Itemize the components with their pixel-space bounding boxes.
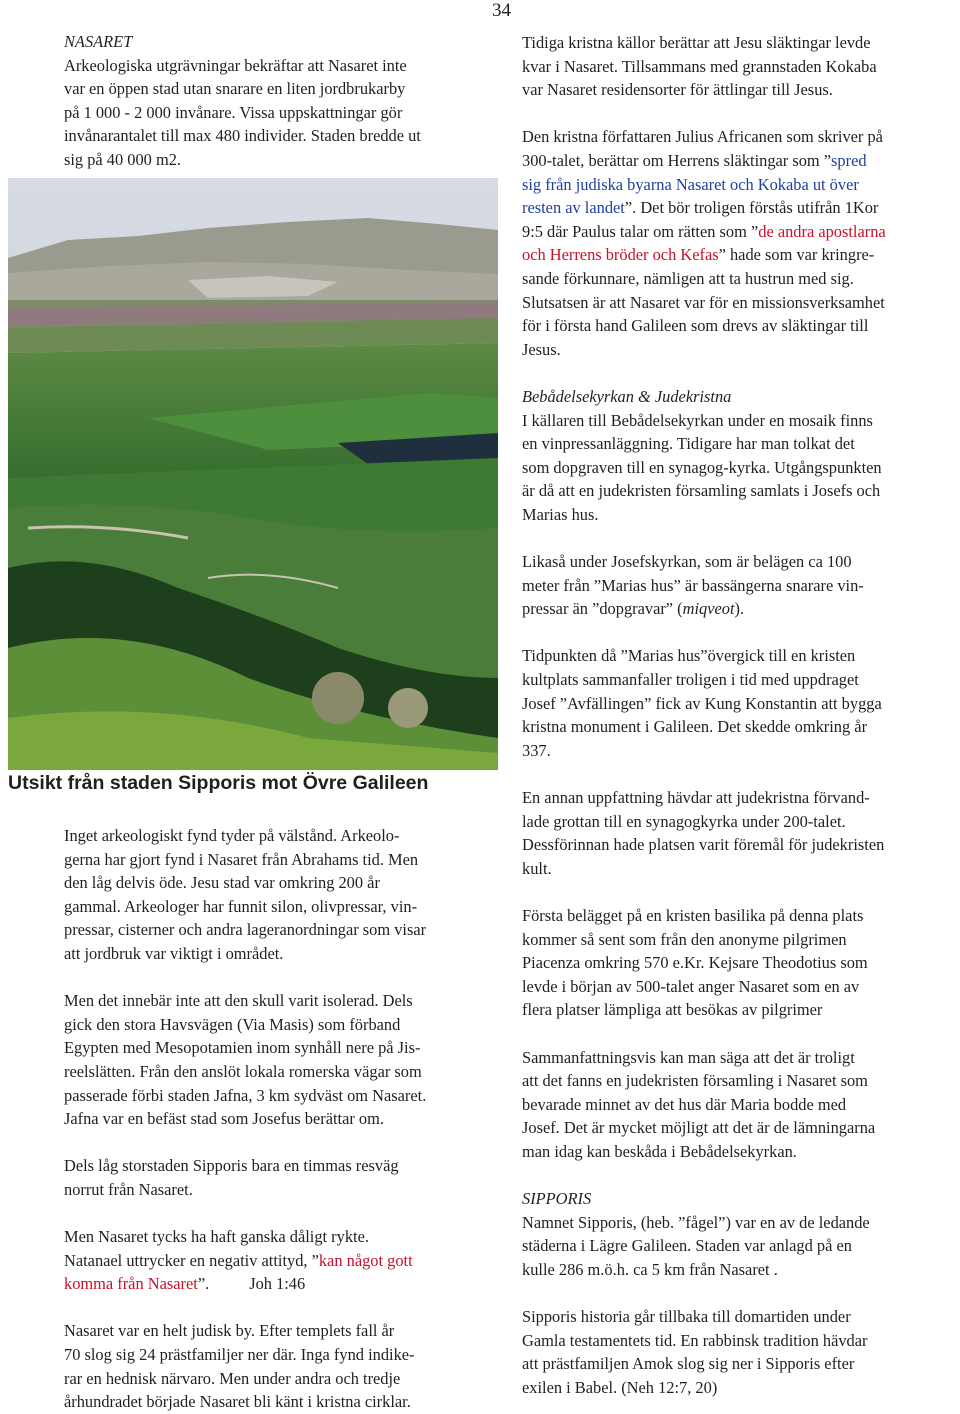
text-line: för i första hand Galileen som drevs av släktingar till xyxy=(522,316,869,336)
intro-line: Arkeologiska utgrävningar bekräftar att Nasaret inte xyxy=(64,55,407,75)
landscape-illustration xyxy=(8,178,498,770)
text-line: och Herrens bröder och Kefas” hade som var kringre- xyxy=(522,245,875,265)
text-line: man idag kan beskåda i Bebådelsekyrkan. xyxy=(522,1141,797,1161)
text-line: exilen i Babel. (Neh 12:7, 20) xyxy=(522,1377,718,1397)
text-line: gick den stora Havsvägen (Via Masis) som förband xyxy=(64,1014,401,1034)
text-line: levde i början av 500-talet anger Nasaret som en av xyxy=(522,976,860,996)
quote-red: kan något gott xyxy=(318,1250,413,1270)
quote-red: de andra apostlarna xyxy=(758,221,886,241)
left-intro xyxy=(64,30,504,172)
text-line: Jesus. xyxy=(522,339,561,359)
text-line: rar en hednisk närvaro. Men under andra och tredje xyxy=(64,1368,401,1388)
text-line: meter från ”Marias hus” är bassängerna snarare vin- xyxy=(522,575,864,595)
text-line: Sipporis historia går tillbaka till domartiden under xyxy=(522,1307,851,1327)
text-line: Marias hus. xyxy=(522,504,599,524)
text-line: Josef. Det är mycket möjligt att det är de lämningarna xyxy=(522,1118,876,1138)
text-line: pressar än ”dopgravar” (miqveot). xyxy=(522,599,745,619)
text-line: passerade förbi staden Jafna, 3 km sydväst om Nasaret. xyxy=(64,1085,427,1105)
text-line: Namnet Sipporis, (heb. ”fågel”) var en av de ledande xyxy=(522,1212,870,1232)
text-line: att prästfamiljen Amok slog sig ner i Sipporis efter xyxy=(522,1354,855,1374)
text-line: att det fanns en judekristen församling i Nasaret som xyxy=(522,1071,868,1091)
text-line: Egypten med Mesopotamien inom synhåll nere på Jis- xyxy=(64,1038,421,1058)
bible-reference: Joh 1:46 xyxy=(249,1274,306,1294)
text-line: kristna monument i Galileen. Det skedde omkring år xyxy=(522,717,868,737)
text-line: var Nasaret residensorter för ättlingar till Jesus. xyxy=(522,80,833,100)
left-body xyxy=(64,824,504,1414)
text-line: Piacenza omkring 570 e.Kr. Kejsare Theodotius som xyxy=(522,953,868,973)
quote-blue: spred xyxy=(831,150,867,170)
text-line: kulle 286 m.ö.h. ca 5 km från Nasaret . xyxy=(522,1259,778,1279)
text-line: Dels låg storstaden Sipporis bara en timmas resväg xyxy=(64,1156,399,1176)
text-line: I källaren till Bebådelsekyrkan under en mosaik finns xyxy=(522,410,873,430)
quote-red: och Herrens bröder och Kefas xyxy=(522,245,719,265)
text-line: att jordbruk var viktigt i området. xyxy=(64,943,284,963)
text-line: kommer så sent som från den anonyme pilgrimen xyxy=(522,929,847,949)
text-line: flera platser lämpliga att besökas av pilgrimer xyxy=(522,1000,823,1020)
right-column xyxy=(522,31,960,1399)
text-line: Men det innebär inte att den skull varit isolerad. Dels xyxy=(64,991,413,1011)
text-line: En annan uppfattning hävdar att judekristna förvand- xyxy=(522,788,870,807)
section-heading: Bebådelsekyrkan & Judekristna xyxy=(522,386,732,406)
text-line: lade grottan till en synagogkyrka under 200-talet. xyxy=(522,811,846,831)
text-line: 9:5 där Paulus talar om rätten som ”de andra apostlarna xyxy=(522,221,886,241)
quote-blue: sig från judiska byarna Nasaret och Kokaba ut över xyxy=(522,174,859,194)
text-line: 337. xyxy=(522,740,551,760)
text-line: är då att en judekristen församling samlats i Josefs och xyxy=(522,481,881,501)
text-line: städerna i Lägre Galileen. Staden var anlagd på en xyxy=(522,1236,852,1256)
page-number: 34 xyxy=(492,0,511,21)
text-line: gerna har gjort fynd i Nasaret från Abrahams tid. Men xyxy=(64,849,419,869)
text-line: Natanael uttrycker en negativ attityd, ”kan något gott xyxy=(64,1250,413,1270)
text-line: bevarade minnet av det hus där Maria bodde med xyxy=(522,1094,847,1114)
intro-line: invånarantalet till max 480 individer. Staden bredde ut xyxy=(64,126,421,146)
text-line: århundradet började Nasaret bli känt i kristna cirklar. xyxy=(64,1392,411,1412)
text-line: 300-talet, berättar om Herrens släktingar som ”spred xyxy=(522,150,867,170)
text-line: en vinpressanläggning. Tidigare har man tolkat det xyxy=(522,434,855,454)
section-heading: SIPPORIS xyxy=(522,1189,592,1209)
text-line: resten av landet”. Det bör troligen förstås utifrån 1Kor xyxy=(522,198,879,218)
text-line: Nasaret var en helt judisk by. Efter templets fall år xyxy=(64,1321,395,1341)
landscape-photo xyxy=(8,178,498,770)
text-line: 70 slog sig 24 prästfamiljer ner där. Inga fynd indike- xyxy=(64,1345,415,1365)
text-line: den låg delvis öde. Jesu stad var omkring 200 år xyxy=(64,873,380,893)
text-line: komma från Nasaret”. Joh 1:46 xyxy=(64,1274,306,1294)
text-line: reelslätten. Från den anslöt lokala romerska vägar som xyxy=(64,1061,422,1081)
text-line: Men Nasaret tycks ha haft ganska dåligt rykte. xyxy=(64,1227,369,1247)
text-line: Jafna var en befäst stad som Josefus berättar om. xyxy=(64,1109,384,1129)
text-line: Den kristna författaren Julius Africanen som skriver på xyxy=(522,127,883,147)
text-line: Gamla testamentets tid. En rabbinsk tradition hävdar xyxy=(522,1330,868,1350)
text-line: sande förkunnare, nämligen att ta hustrun med sig. xyxy=(522,268,854,288)
text-line: som dopgraven till en synagog-kyrka. Utgångspunkten xyxy=(522,457,882,477)
text-line: kultplats sammanfaller troligen i tid med uppdraget xyxy=(522,670,859,690)
text-line: Josef ”Avfällingen” fick av Kung Konstantin att bygga xyxy=(522,693,882,713)
text-line: Första belägget på en kristen basilika på denna plats xyxy=(522,905,864,925)
nasaret-heading: NASARET xyxy=(64,32,133,51)
text-line: norrut från Nasaret. xyxy=(64,1179,193,1199)
text-line: Tidpunkten då ”Marias hus”övergick till en kristen xyxy=(522,646,856,666)
photo-caption: Utsikt från staden Sipporis mot Övre Galileen xyxy=(8,772,429,794)
intro-line: var en öppen stad utan snarare en liten jordbrukarby xyxy=(64,79,406,99)
intro-line: på 1 000 - 2 000 invånare. Vissa uppskattningar gör xyxy=(64,102,403,122)
quote-blue: resten av landet xyxy=(522,198,625,218)
text-line: Tidiga kristna källor berättar att Jesu släktingar levde xyxy=(522,33,871,52)
text-line: kvar i Nasaret. Tillsammans med grannstaden Kokaba xyxy=(522,56,877,76)
text-line: Inget arkeologiskt fynd tyder på välstånd. Arkeolo- xyxy=(64,826,400,845)
text-line: kult. xyxy=(522,858,552,878)
text-line: gammal. Arkeologer har funnit silon, olivpressar, vin- xyxy=(64,896,418,916)
quote-red: komma från Nasaret xyxy=(64,1274,198,1294)
text-line: Likaså under Josefskyrkan, som är belägen ca 100 xyxy=(522,552,852,572)
intro-line: sig på 40 000 m2. xyxy=(64,149,182,169)
text-line: Dessförinnan hade platsen varit föremål för judekristen xyxy=(522,835,885,855)
text-line: Slutsatsen är att Nasaret var för en missionsverksamhet xyxy=(522,292,885,312)
text-line: Sammanfattningsvis kan man säga att det är troligt xyxy=(522,1047,855,1067)
text-line: pressar, cisterner och andra lageranordningar som visar xyxy=(64,920,427,940)
